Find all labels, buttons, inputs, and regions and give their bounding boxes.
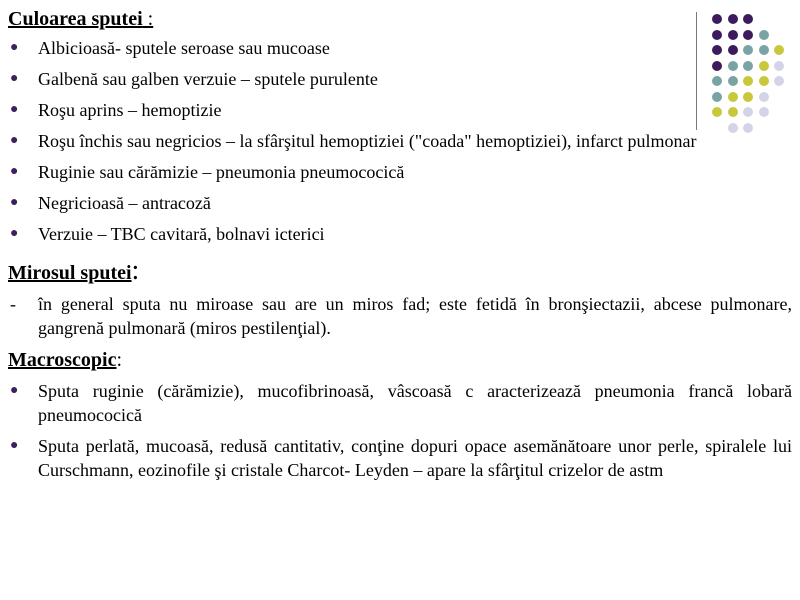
list-item bbox=[8, 191, 792, 215]
decor-dot bbox=[712, 45, 722, 55]
heading-color bbox=[8, 6, 792, 32]
decor-dot bbox=[743, 107, 753, 117]
decor-dot bbox=[743, 92, 753, 102]
decor-dot bbox=[743, 61, 753, 71]
bullet-icon: ● bbox=[10, 164, 19, 179]
decor-dot bbox=[759, 30, 769, 40]
bullet-icon: ● bbox=[10, 226, 19, 241]
bullet-icon: ● bbox=[10, 133, 19, 148]
decor-dot bbox=[728, 45, 738, 55]
list-item-text: Sputa ruginie (cărămizie), mucofibrinoasă, vâscoasă c aracterizează pneumonia francă lobară pneumococică bbox=[38, 381, 792, 425]
bullet-icon: ● bbox=[10, 102, 19, 117]
decorative-dot-grid bbox=[696, 10, 796, 128]
list-item-text: Albicioasă- sputele seroase sau mucoase bbox=[38, 38, 330, 58]
bullet-icon: ● bbox=[10, 438, 19, 453]
decor-dot bbox=[728, 14, 738, 24]
bullet-icon: ● bbox=[10, 195, 19, 210]
list-item-text: în general sputa nu miroase sau are un miros fad; este fetidă în bronşiectazii, abcese pulmonare, gangrenă pulmonară (miros pestilenţial). bbox=[38, 294, 792, 338]
decor-dot bbox=[759, 45, 769, 55]
list-item bbox=[8, 67, 792, 91]
list-color bbox=[8, 36, 792, 246]
list-item-text: Verzuie – TBC cavitară, bolnavi icterici bbox=[38, 224, 325, 244]
decor-dot bbox=[743, 45, 753, 55]
decor-dot bbox=[712, 14, 722, 24]
heading-smell-title: Mirosul sputei bbox=[8, 262, 132, 284]
list-item-text: Roşu închis sau negricios – la sfârşitul hemoptiziei ("coada" hemoptiziei), infarct pulmonar bbox=[38, 131, 697, 151]
decor-dot bbox=[728, 92, 738, 102]
decor-dot bbox=[759, 76, 769, 86]
bullet-icon: ● bbox=[10, 383, 19, 398]
list-item bbox=[8, 129, 792, 153]
decor-dot bbox=[712, 30, 722, 40]
bullet-icon: ● bbox=[10, 40, 19, 55]
slide-content bbox=[8, 6, 792, 489]
heading-macro-title: Macroscopic bbox=[8, 349, 117, 371]
decor-dot bbox=[759, 61, 769, 71]
heading-smell-colon: : bbox=[131, 255, 140, 286]
list-item-text: Galbenă sau galben verzuie – sputele purulente bbox=[38, 69, 378, 89]
list-item bbox=[8, 379, 792, 427]
heading-color-title: Culoarea sputei bbox=[8, 8, 143, 30]
decor-dot bbox=[743, 14, 753, 24]
decor-dot bbox=[743, 30, 753, 40]
list-item-text: Sputa perlată, mucoasă, redusă cantitativ, conţine dopuri opace asemănătoare unor perle, spiralele lui Curschmann, eozinofile şi cristale Charcot- Leyden – apare la sfârţitul crizelor de astm bbox=[38, 436, 792, 480]
list-item bbox=[8, 36, 792, 60]
decor-dot bbox=[759, 92, 769, 102]
decor-dot bbox=[712, 92, 722, 102]
decor-dot bbox=[743, 76, 753, 86]
bullet-icon: ● bbox=[10, 71, 19, 86]
decor-dot bbox=[728, 61, 738, 71]
list-item-text: Roşu aprins – hemoptizie bbox=[38, 100, 222, 120]
decor-dot bbox=[728, 123, 738, 133]
list-macro bbox=[8, 379, 792, 482]
heading-macro bbox=[8, 347, 792, 373]
decor-dot bbox=[743, 123, 753, 133]
decor-dot bbox=[728, 107, 738, 117]
list-item bbox=[8, 222, 792, 246]
decor-dot bbox=[774, 45, 784, 55]
decor-dot bbox=[712, 61, 722, 71]
heading-macro-colon: : bbox=[116, 349, 123, 371]
decor-dot bbox=[728, 30, 738, 40]
decor-dot bbox=[759, 107, 769, 117]
heading-color-colon: : bbox=[142, 8, 154, 30]
decor-dot bbox=[712, 76, 722, 86]
decor-dot bbox=[774, 61, 784, 71]
dash-icon: - bbox=[10, 294, 16, 314]
heading-smell bbox=[8, 255, 792, 286]
list-item bbox=[8, 160, 792, 184]
decor-dot bbox=[728, 76, 738, 86]
decorative-divider-line bbox=[696, 12, 697, 130]
list-item-text: Negricioasă – antracoză bbox=[38, 193, 211, 213]
decor-dot bbox=[774, 76, 784, 86]
list-item bbox=[8, 98, 792, 122]
decor-dot bbox=[712, 107, 722, 117]
list-item bbox=[8, 434, 792, 482]
list-item-text: Ruginie sau cărămizie – pneumonia pneumococică bbox=[38, 162, 405, 182]
list-smell bbox=[8, 292, 792, 340]
list-item bbox=[8, 292, 792, 340]
